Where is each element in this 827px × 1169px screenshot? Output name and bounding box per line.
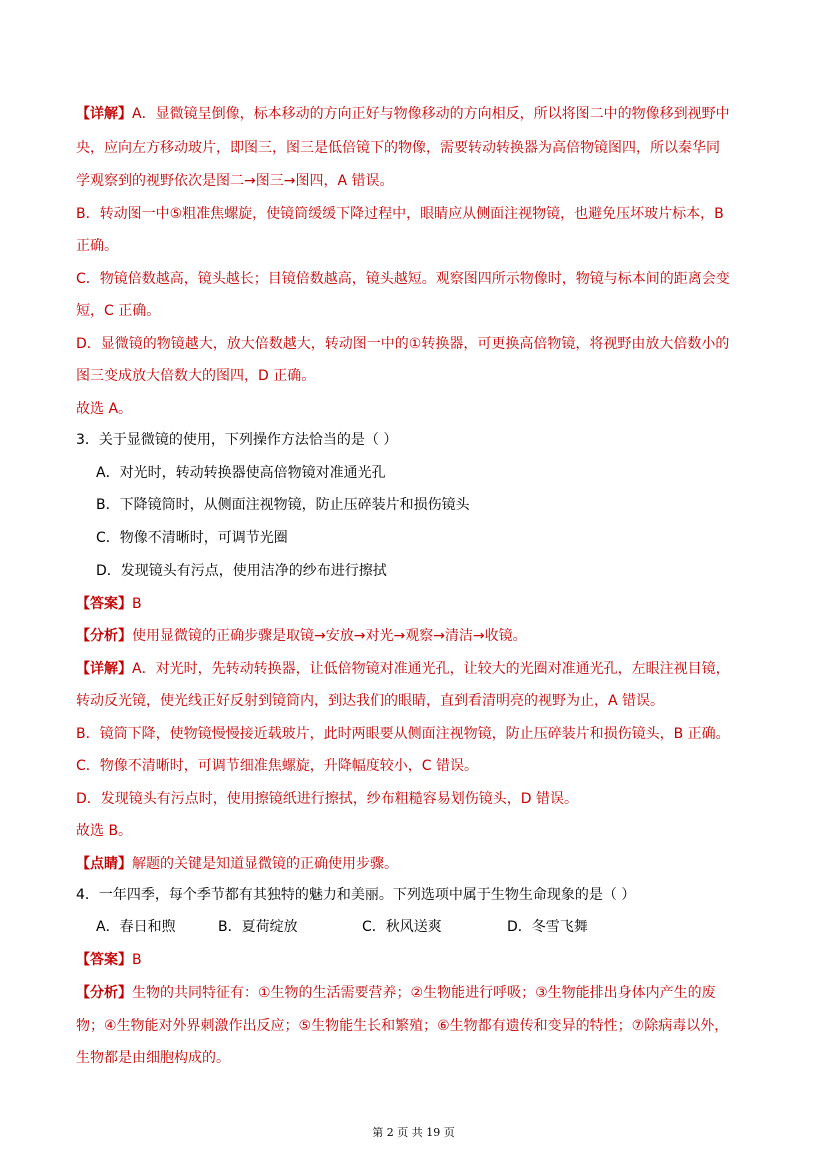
q2-detail-d1: D．显微镜的物镜越大，放大倍数越大，转动图一中的①转换器，可更换高倍物镜，将视野由放大倍数小的	[76, 336, 730, 352]
q4-answer: 【答案】B	[76, 952, 142, 968]
q2-detail-d2: 图三变成放大倍数大的图四，D 正确。	[76, 368, 316, 384]
q2-detail-c2: 短，C 正确。	[76, 303, 161, 319]
q2-detail-line3: 学观察到的视野依次是图二→图三→图四，A 错误。	[76, 173, 394, 189]
q2-detail-line1: 【详解】A．显微镜呈倒像，标本移动的方向正好与物像移动的方向相反，所以将图二中的物像移到视野中	[76, 106, 730, 122]
q3-option-a: A．对光时，转动转换器使高倍物镜对准通光孔	[96, 465, 386, 481]
q3-conclusion: 故选 B。	[76, 823, 133, 839]
q3-detail-c: C．物像不清晰时，可调节细准焦螺旋，升降幅度较小，C 错误。	[76, 758, 478, 774]
detail-label: 【详解】	[76, 106, 132, 122]
q2-detail-c1: C．物镜倍数越高，镜头越长；目镜倍数越高，镜头越短。观察图四所示物像时，物镜与标本间的距离会变	[76, 271, 730, 287]
q3-analysis: 【分析】使用显微镜的正确步骤是取镜→安放→对光→观察→清洁→收镜。	[76, 628, 527, 644]
q2-conclusion: 故选 A。	[76, 401, 133, 417]
q3-option-d: D．发现镜头有污点，使用洁净的纱布进行擦拭	[96, 563, 387, 579]
q3-detail-d: D．发现镜头有污点时，使用擦镜纸进行擦拭，纱布粗糙容易划伤镜头，D 错误。	[76, 791, 579, 807]
q4-stem: 4．一年四季，每个季节都有其独特的魅力和美丽。下列选项中属于生物生命现象的是（ ）	[76, 887, 636, 903]
q2-detail-b1: B．转动图一中⑤粗准焦螺旋，使镜筒缓缓下降过程中，眼睛应从侧面注视物镜，也避免压坏玻片标本，B	[76, 206, 724, 222]
q4-option-a: A．春日和煦	[96, 919, 176, 935]
q4-analysis-line2: 物；④生物能对外界刺激作出反应；⑤生物能生长和繁殖；⑥生物都有遗传和变异的特性；⑦除病毒以外，	[76, 1018, 729, 1034]
q2-detail-line2: 央，应向左方移动玻片，即图三，图三是低倍镜下的物像，需要转动转换器为高倍物镜图四，所以秦华同	[76, 140, 720, 156]
q3-tip: 【点睛】解题的关键是知道显微镜的正确使用步骤。	[76, 856, 398, 872]
q4-option-b: B．夏荷绽放	[218, 919, 298, 935]
q3-option-b: B．下降镜筒时，从侧面注视物镜，防止压碎装片和损伤镜头	[96, 497, 470, 513]
q3-detail-a2: 转动反光镜，使光线正好反射到镜筒内，到达我们的眼睛，直到看清明亮的视野为止，A 错误。	[76, 693, 665, 709]
q4-option-c: C．秋风送爽	[362, 919, 442, 935]
q2-detail-b2: 正确。	[76, 238, 118, 254]
q3-detail-a1: 【详解】A．对光时，先转动转换器，让低倍物镜对准通光孔，让较大的光圈对准通光孔，左眼注视目镜，	[76, 661, 730, 677]
q4-option-d: D．冬雪飞舞	[507, 919, 588, 935]
q4-analysis-line3: 生物都是由细胞构成的。	[76, 1050, 230, 1066]
q3-stem: 3．关于显微镜的使用，下列操作方法恰当的是（ ）	[76, 432, 398, 448]
q3-option-c: C．物像不清晰时，可调节光圈	[96, 530, 288, 546]
page-footer: 第 2 页 共 19 页	[372, 1126, 455, 1139]
q4-analysis-line1: 【分析】生物的共同特征有：①生物的生活需要营养；②生物能进行呼吸；③生物能排出身体内产生的废	[76, 985, 716, 1001]
q3-detail-b: B．镜筒下降，使物镜慢慢接近载玻片，此时两眼要从侧面注视物镜，防止压碎装片和损伤镜头，B 正确。	[76, 726, 730, 742]
q3-answer: 【答案】B	[76, 596, 142, 612]
